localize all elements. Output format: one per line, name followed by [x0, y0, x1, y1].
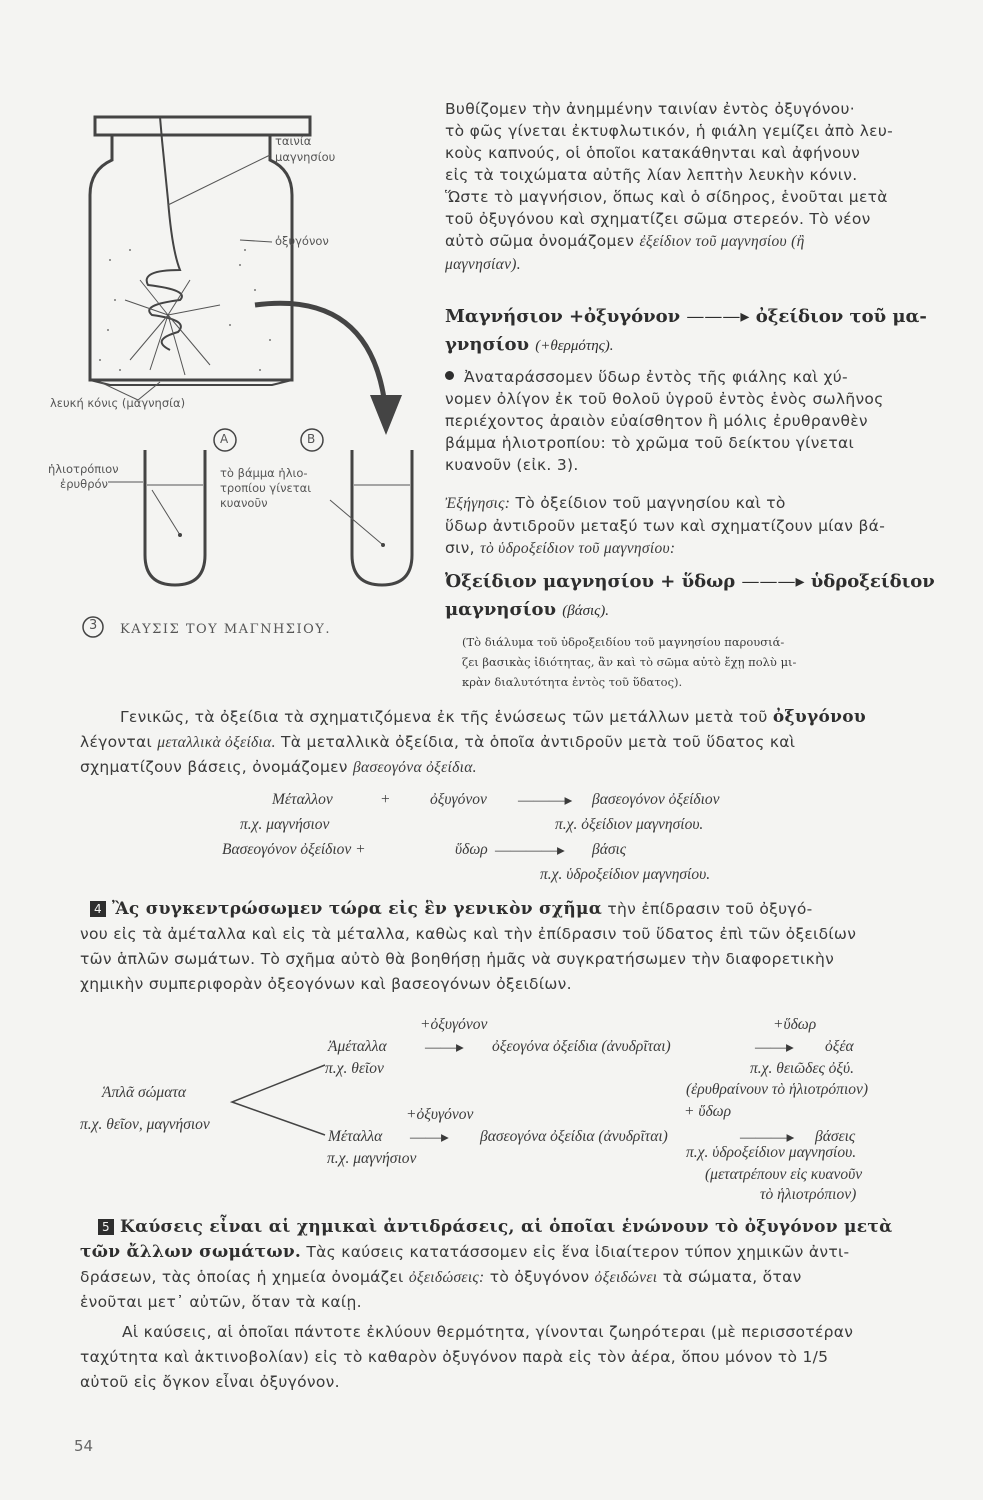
label-blue-3: κυανοῦν — [220, 496, 268, 510]
magnesium-ribbon — [147, 117, 182, 350]
arrow-head — [370, 395, 402, 435]
figure-magnesium-combustion — [40, 100, 460, 640]
paragraph-2: Ἀναταράσσομεν ὕδωρ ἐντὸς τῆς φιάλης καὶ χύ- νομεν ὀλίγον ἐκ τοῦ θολοῦ ὑγροῦ ἐντὸς ἑνὸς σωλῆνος περιέχοντος ἀραιὸν εὐαίσθητον ἢ μόλις ἐρυθρανθὲν βάμμα ἡλιοτροπίου: τὸ χρῶμα τοῦ δείκτου γίνεται κυανοῦν (εἰκ. 3). — [445, 368, 884, 474]
label-magnision: μαγνησίου — [275, 150, 336, 164]
label-litmus: ἡλιοτρόπιον — [48, 462, 119, 476]
label-oxygen: ὀξυγόνον — [275, 234, 329, 248]
section-4: 4 Ἂς συγκεντρώσωμεν τώρα εἰς ἓν γενικὸν σχῆμα τὴν ἐπίδρασιν τοῦ ὀξυγό- νου εἰς τὰ ἀμέταλλα καὶ εἰς τὰ μέταλλα, καθὼς καὶ τὴν ἐπίδρασιν τοῦ ὕδατος ἐπὶ τῶν ὀξειδίων τῶν ἁπλῶν σωμάτων. Τὸ σχῆμα αὐτὸ θὰ βοηθήσῃ ἡμᾶς νὰ συγκρατήσωμεν τὴν διαφορετικὴν χημικὴν συμπεριφορὰν ὀξεογόνων καὶ βασεογόνων ὀξειδίων. — [80, 899, 857, 993]
scheme-branch — [230, 1060, 330, 1140]
note: (Τὸ διάλυμα τοῦ ὑδροξειδίου τοῦ μαγνησίου παρουσιά- ζει βασικὰς ἰδιότητας, ἂν καὶ τὸ σῶμα αὐτὸ ἔχῃ πολὺ μι- κρὰν διαλυτότητα ἐντὸς τοῦ ὕδατος). — [462, 635, 797, 689]
label-blue-1: τὸ βάμμα ἡλιο- — [220, 466, 308, 480]
jar-body — [90, 135, 292, 380]
powder-dots — [99, 249, 271, 371]
tube-b-letter: B — [307, 432, 316, 446]
sparks — [125, 280, 220, 375]
figure-number: 3 — [89, 618, 98, 633]
label-blue-2: τροπίου γίνεται — [220, 481, 312, 495]
section-5-number: 5 — [98, 1219, 114, 1235]
section-5-paragraph-2: Αἱ καύσεις, αἱ ὁποῖαι πάντοτε ἐκλύουν θερμότητα, γίνονται ζωηρότεραι (μὲ περισσοτέραν ταχύτητα καὶ ἀκτινοβολίαν) εἰς τὸ καθαρὸν ὀξυγόνον παρὰ εἰς τὸν ἀέρα, ὅπου μόνον τὸ 1/5 αὐτοῦ εἰς ὄγκον εἶναι ὀξυγόνον. — [80, 1323, 854, 1391]
jar-lid — [95, 117, 310, 135]
equation-2: Ὀξείδιον μαγνησίου + ὕδωρ ———▸ ὑδροξείδιον μαγνησίου (βάσις). — [445, 571, 935, 620]
bullet-icon — [445, 371, 454, 380]
test-tube-a — [145, 450, 205, 585]
label-white-powder: λευκή κόνις (μαγνησία) — [50, 396, 186, 410]
paragraph-3: Ἐξήγησις: Τὸ ὀξείδιον τοῦ μαγνησίου καὶ τὸ ὕδωρ ἀντιδροῦν μεταξύ των καὶ σχηματίζουν μίαν βά- σιν, τὸ ὑδροξείδιον τοῦ μαγνησίου: — [445, 494, 886, 557]
test-tube-b — [352, 450, 412, 585]
label-tainia: ταινία — [275, 134, 312, 148]
transfer-arrow — [255, 303, 385, 405]
section-4-number: 4 — [90, 901, 106, 917]
general-paragraph: Γενικῶς, τὰ ὀξείδια τὰ σχηματιζόμενα ἐκ τῆς ἑνώσεως τῶν μετάλλων μετὰ τοῦ ὀξυγόνου λέγονται μεταλλικὰ ὀξείδια. Τὰ μεταλλικὰ ὀξείδια, τὰ ὁποῖα ἀντιδροῦν μετὰ τοῦ ὕδατος καὶ σχηματίζουν βάσεις, ὀνομάζομεν βασεογόνα ὀξείδια. — [80, 707, 866, 776]
equation-1: Μαγνήσιον +ὀξυγόνον ———▸ ὀξείδιον τοῦ μα- γνησίου (+θερμότης). — [445, 306, 927, 355]
tube-a-letter: A — [220, 432, 229, 446]
section-5: 5 Καύσεις εἶναι αἱ χημικαὶ ἀντιδράσεις, αἱ ὁποῖαι ἑνώνουν τὸ ὀξυγόνον μετὰ τῶν ἄλλων σωμάτων. Τὰς καύσεις κατατάσσομεν εἰς ἕνα ἰδιαίτερον τύπον χημικῶν ἀντι- δράσεων, τὰς ὁποίας ἡ χημεία ὀνομάζει ὀξειδώσεις: τὸ ὀξυγόνον ὀξειδώνει τὰ σώματα, ὅταν ἑνοῦται μετ᾽ αὐτῶν, ὅταν τὰ καίῃ. — [80, 1217, 893, 1311]
paragraph-1: Βυθίζομεν τὴν ἀνημμένην ταινίαν ἐντὸς ὀξυγόνου· τὸ φῶς γίνεται ἐκτυφλωτικόν, ἡ φιάλη γεμίζει ἀπὸ λευ- κοὺς καπνούς, οἱ ὁποῖοι κατακάθηνται καὶ ἀφήνουν εἰς τὰ τοιχώματα αὐτῆς λίαν λεπτὴν λευκὴν κόνιν. Ὥστε τὸ μαγνήσιον, ὅπως καὶ ὁ σίδηρος, ἑνοῦται μετὰ τοῦ ὀξυγόνου καὶ σχηματίζει σῶμα στερεόν. Τὸ νέον αὐτὸ σῶμα ὀνομάζομεν ἐξείδιον τοῦ μαγνησίου (ἢ μαγνησίαν). — [445, 100, 894, 273]
page-number: 54 — [74, 1437, 94, 1455]
label-red: ἐρυθρόν — [60, 477, 108, 491]
figure-caption: ΚΑΥΣΙΣ ΤΟΥ ΜΑΓΝΗΣΙΟΥ. — [120, 622, 332, 637]
